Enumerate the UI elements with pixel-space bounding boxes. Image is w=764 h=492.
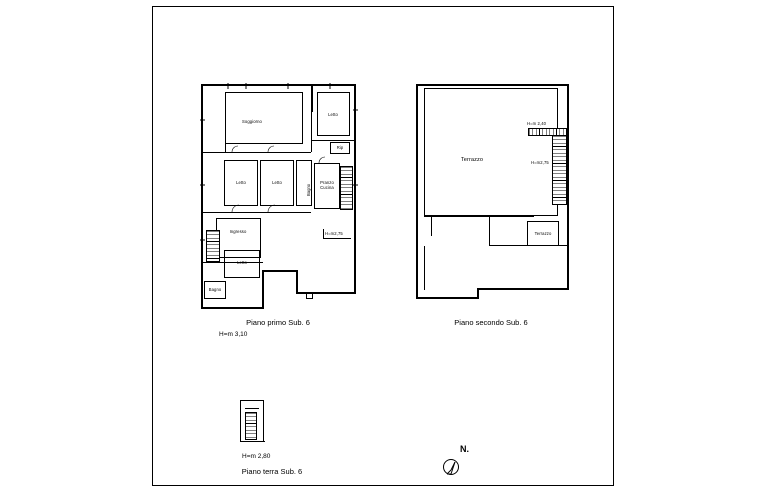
wall: [245, 408, 259, 409]
stairs-piano-primo-right: [340, 166, 353, 210]
room-label-rip: Rip: [336, 145, 344, 150]
room-label-pranzo: Pranzo: [320, 180, 334, 185]
wall: [262, 270, 264, 309]
wall: [416, 297, 478, 299]
wall: [201, 152, 311, 153]
room-label-letto-4: Letto: [237, 260, 247, 265]
room-terrazzo-main: [424, 88, 558, 216]
room-soggiorno: [225, 92, 303, 144]
wall: [323, 238, 351, 239]
stairs-piano-secondo: [552, 135, 567, 205]
wall: [416, 84, 568, 86]
wall: [424, 216, 534, 217]
caption-piano-terra: Piano terra Sub. 6: [241, 467, 303, 476]
annotation-height-terrace: H=m2,75: [325, 231, 343, 236]
room-label-soggiorno: Soggiorno: [242, 119, 262, 124]
wall: [311, 84, 312, 152]
room-label-terrazzo-small: Terrazzo: [534, 231, 552, 236]
wall: [489, 216, 490, 246]
room-label-letto-2: Letto: [236, 180, 246, 185]
wall: [201, 84, 356, 86]
wall: [263, 400, 264, 442]
wall: [240, 400, 264, 401]
wall: [296, 292, 356, 294]
north-label: N.: [460, 444, 469, 454]
wall: [296, 270, 298, 294]
room-label-cucina: Cucina: [320, 185, 334, 190]
wall: [424, 246, 425, 290]
room-label-terrazzo-main: Terrazzo: [460, 157, 484, 163]
wall: [567, 84, 569, 289]
height-note-piano-terra: H=m 2,80: [242, 453, 271, 460]
room-label-ingresso: Ingresso: [229, 229, 247, 234]
height-note-piano-primo: H=m 3,10: [219, 331, 248, 338]
compass-circle: [443, 459, 459, 475]
room-label-bagno-1: Bagno: [306, 183, 311, 196]
room-label-letto-1: Letto: [328, 112, 338, 117]
room-label-letto-3: Letto: [272, 180, 282, 185]
wall: [416, 84, 418, 299]
annotation-height-side: H=m2,75: [531, 160, 549, 165]
wall: [201, 212, 311, 213]
wall: [431, 216, 432, 236]
caption-piano-primo: Piano primo Sub. 6: [246, 318, 310, 327]
wall: [477, 288, 479, 299]
caption-piano-secondo: Piano secondo Sub. 6: [454, 318, 528, 327]
stairs-landing-piano-secondo: [528, 128, 567, 136]
room-label-bagno-2: Bagno: [208, 287, 222, 292]
wall: [354, 84, 356, 294]
wall: [201, 84, 203, 309]
marker-square: [306, 292, 313, 299]
stairs-piano-primo-left: [206, 230, 220, 262]
stairs-piano-terra: [245, 412, 257, 440]
annotation-height-top: H=m 2,40: [527, 121, 547, 126]
wall: [240, 441, 265, 442]
wall: [201, 307, 263, 309]
wall: [262, 270, 297, 272]
wall: [240, 400, 241, 442]
wall: [477, 288, 569, 290]
